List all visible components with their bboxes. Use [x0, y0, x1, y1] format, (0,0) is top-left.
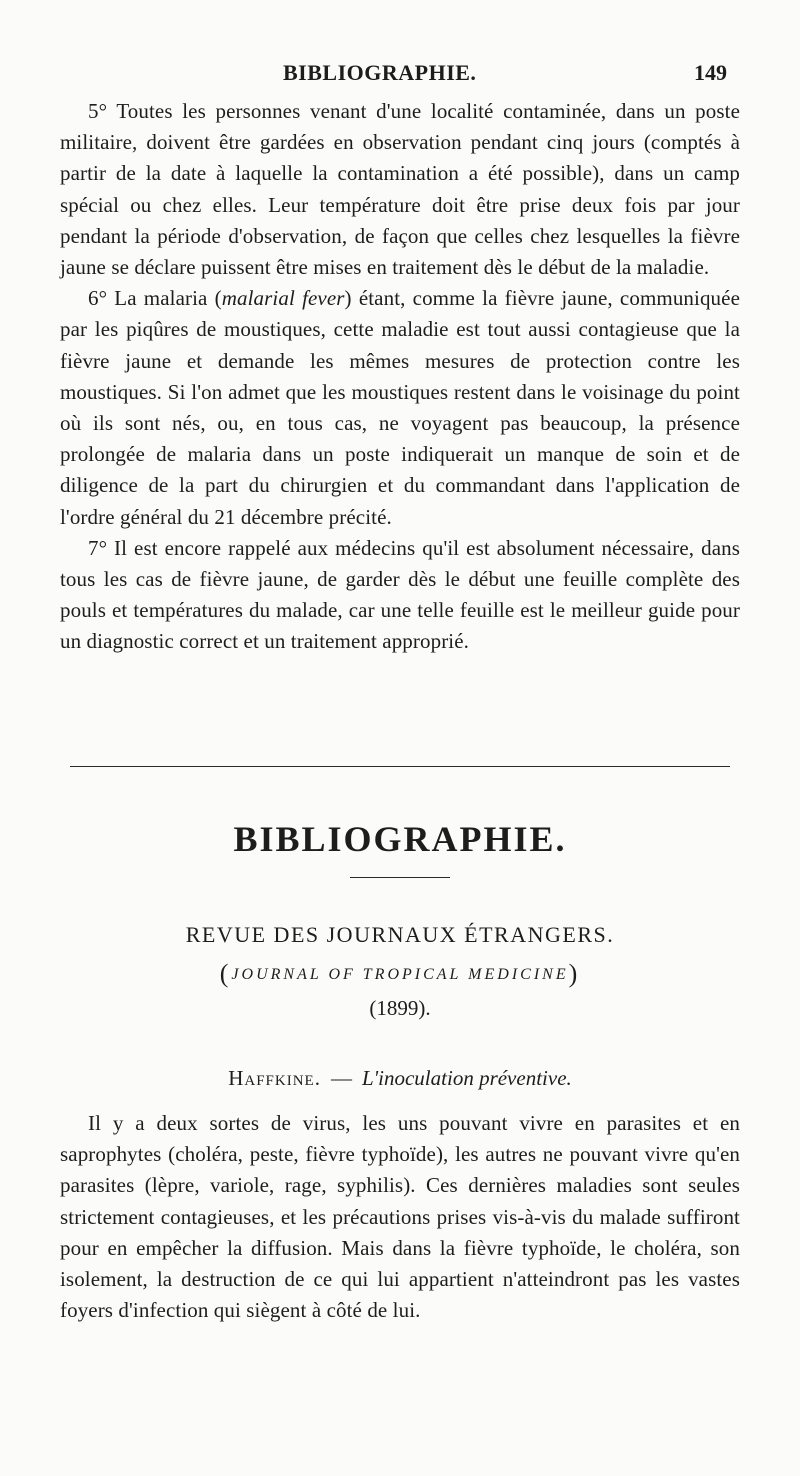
paragraph-6	[60, 283, 740, 533]
running-head	[0, 60, 800, 90]
section-divider	[70, 766, 730, 767]
journal-open-paren: (	[219, 959, 232, 988]
review-section	[60, 1108, 740, 1326]
revue-heading: REVUE DES JOURNAUX ÉTRANGERS.	[185, 922, 615, 947]
journal-close-paren: )	[568, 959, 581, 988]
article-heading	[0, 1066, 800, 1091]
paragraph-6-rest: ) étant, comme la fièvre jaune, communiquée par les piqûres de moustiques, cette maladie est tout aussi contagieuse que la fièvre jaune et demande les mêmes mesures de protection contre les moustiques. Si l'on admet que les moustiques restent dans le voisinage du point où ils sont nés, ou, en tous cas, ne voyagent pas beaucoup, la présence prolongée de malaria dans un poste indiquerait un manque de soin et de diligence de la part du chirurgien et du commandant dans l'application de l'ordre général du 21 décembre précité.	[60, 286, 740, 529]
malarial-fever-term: malarial fever	[221, 286, 345, 311]
heading-dash: —	[330, 1066, 352, 1090]
title-underline	[350, 877, 450, 878]
paragraph-5: 5° Toutes les personnes venant d'une localité contaminée, dans un poste militaire, doivent être gardées en observation pendant cinq jours (comptés à partir de la date à laquelle la contamination a été possible), dans un camp spécial ou chez elles. Leur température doit être prise deux fois par jour pendant la période d'observation, de façon que celles chez lesquelles la fièvre jaune se déclare puissent être mises en traitement dès le début de la maladie.	[60, 99, 740, 280]
page-number: 149	[694, 60, 727, 85]
paragraph-7: 7° Il est encore rappelé aux médecins qu'il est absolument nécessaire, dans tous les cas de fièvre jaune, de garder dès le début une feuille complète des pouls et températures du malade, car une telle feuille est le meilleur guide pour un diagnostic correct et un traitement approprié.	[60, 535, 740, 654]
paragraph-6-start: 6° La malaria (	[88, 286, 222, 311]
journal-name: JOURNAL OF TROPICAL MEDICINE	[231, 966, 569, 983]
review-paragraph: Il y a deux sortes de virus, les uns pouvant vivre en parasites et en saprophytes (choléra, peste, fièvre typhoïde), les autres ne pouvant vivre qu'en parasites (lèpre, variole, rage, syphilis). Ces dernières maladies sont seules strictement contagieuses, et les précautions prises vis-à-vis du malade suffiront pour en empêcher la diffusion. Mais dans la fièvre typhoïde, le choléra, son isolement, la destruction de ce qui lui appartient n'atteindront pas les vastes foyers d'infection qui siègent à côté de lui.	[60, 1111, 740, 1323]
journal-heading	[0, 959, 800, 989]
running-head-title: BIBLIOGRAPHIE.	[283, 60, 477, 85]
article-author: Haffkine.	[228, 1066, 321, 1090]
journal-year: (1899).	[369, 996, 431, 1020]
article-title: L'inoculation préventive.	[361, 1066, 572, 1090]
instructions-section	[60, 96, 740, 658]
bibliography-title: BIBLIOGRAPHIE.	[233, 819, 567, 859]
